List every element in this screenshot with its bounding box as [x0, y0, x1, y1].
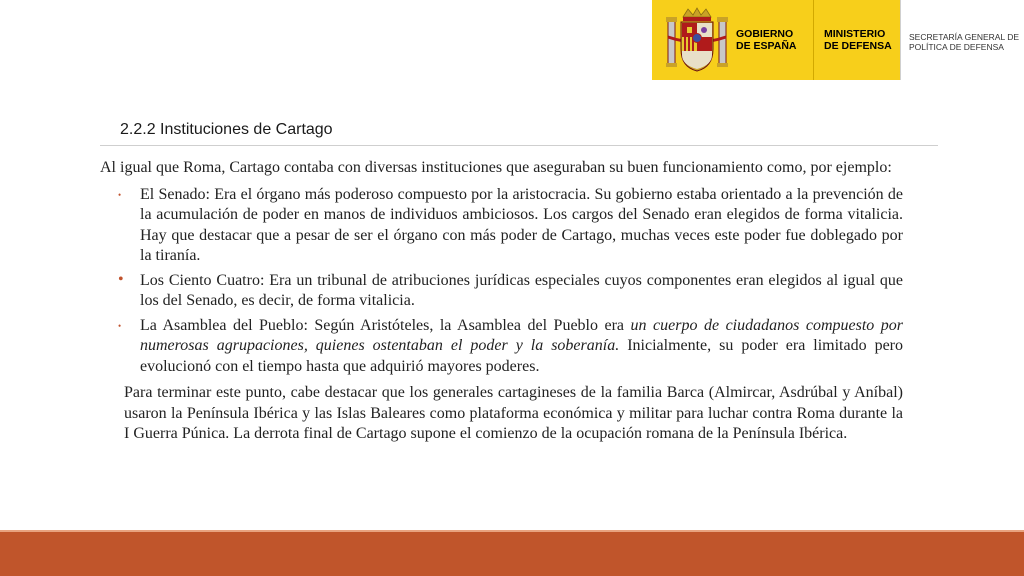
bullet-text-quote: un cuerpo de ciudadanos compuesto por numerosas agrupaciones, quienes ostentaban el poder y la soberanía.	[140, 316, 903, 354]
bullet-dot-icon: •	[118, 320, 122, 331]
slide-body	[100, 158, 903, 445]
header-logos	[652, 0, 1024, 80]
title-divider	[100, 145, 938, 146]
gobierno-ministerio-logo	[652, 0, 900, 80]
secretaria-line-1: SECRETARÍA GENERAL DE	[909, 32, 1020, 42]
bullet-ciento-cuatro	[100, 271, 903, 312]
bullet-text-lead: La Asamblea del Pueblo: Según Aristóteles, la Asamblea del Pueblo era	[140, 316, 631, 334]
bullet-asamblea	[100, 316, 903, 378]
gobierno-line-2: DE ESPAÑA	[736, 40, 797, 52]
bullet-text: El Senado: Era el órgano más poderoso compuesto por la aristocracia. Su gobierno estaba orientado a la prevención de la acumulación de poder en manos de individuos ambiciosos. Los cargos del Senado eran elegidos de forma vitalicia. Hay que destacar que a pesar de ser el órgano con más poder de Cartago, muchas veces este poder fue doblegado por la tiranía.	[140, 185, 903, 264]
ministerio-line-2: DE DEFENSA	[824, 40, 892, 52]
ministerio-text	[824, 28, 892, 52]
ministerio-line-1: MINISTERIO	[824, 28, 886, 40]
closing-paragraph: Para terminar este punto, cabe destacar que los generales cartagineses de la familia Barca (Almircar, Asdrúbal y Aníbal) usaron la Península Ibérica y las Islas Baleares como plataforma económica y militar para luchar contra Roma durante la I Guerra Púnica. La derrota final de Cartago supone el comienzo de la ocupación romana de la Península Ibérica.	[124, 384, 903, 442]
gobierno-text	[736, 28, 796, 52]
coat-of-arms-icon	[666, 7, 728, 73]
bullet-dot-icon: •	[118, 270, 124, 288]
gobierno-line-1: GOBIERNO	[736, 28, 794, 40]
gobierno-block	[652, 0, 814, 80]
intro-paragraph: Al igual que Roma, Cartago contaba con diversas instituciones que aseguraban su buen funcionamiento como, por ejemplo:	[100, 159, 892, 176]
secretaria-line-2: POLÍTICA DE DEFENSA	[909, 42, 1004, 52]
ministerio-block	[814, 0, 892, 80]
footer-bar	[0, 532, 1024, 576]
bullet-senado	[100, 185, 903, 267]
bullet-text-tail: Inicialmente, su poder era limitado pero evolucionó con el tiempo hasta que adquirió mayores poderes.	[140, 337, 904, 375]
slide-title: 2.2.2 Instituciones de Cartago	[120, 121, 333, 138]
bullet-text: Los Ciento Cuatro: Era un tribunal de atribuciones jurídicas especiales cuyos componentes eran elegidos al igual que los del Senado, es decir, de forma vitalicia.	[140, 271, 903, 309]
bullet-dot-icon: •	[118, 189, 122, 200]
secretaria-block	[900, 0, 1024, 80]
